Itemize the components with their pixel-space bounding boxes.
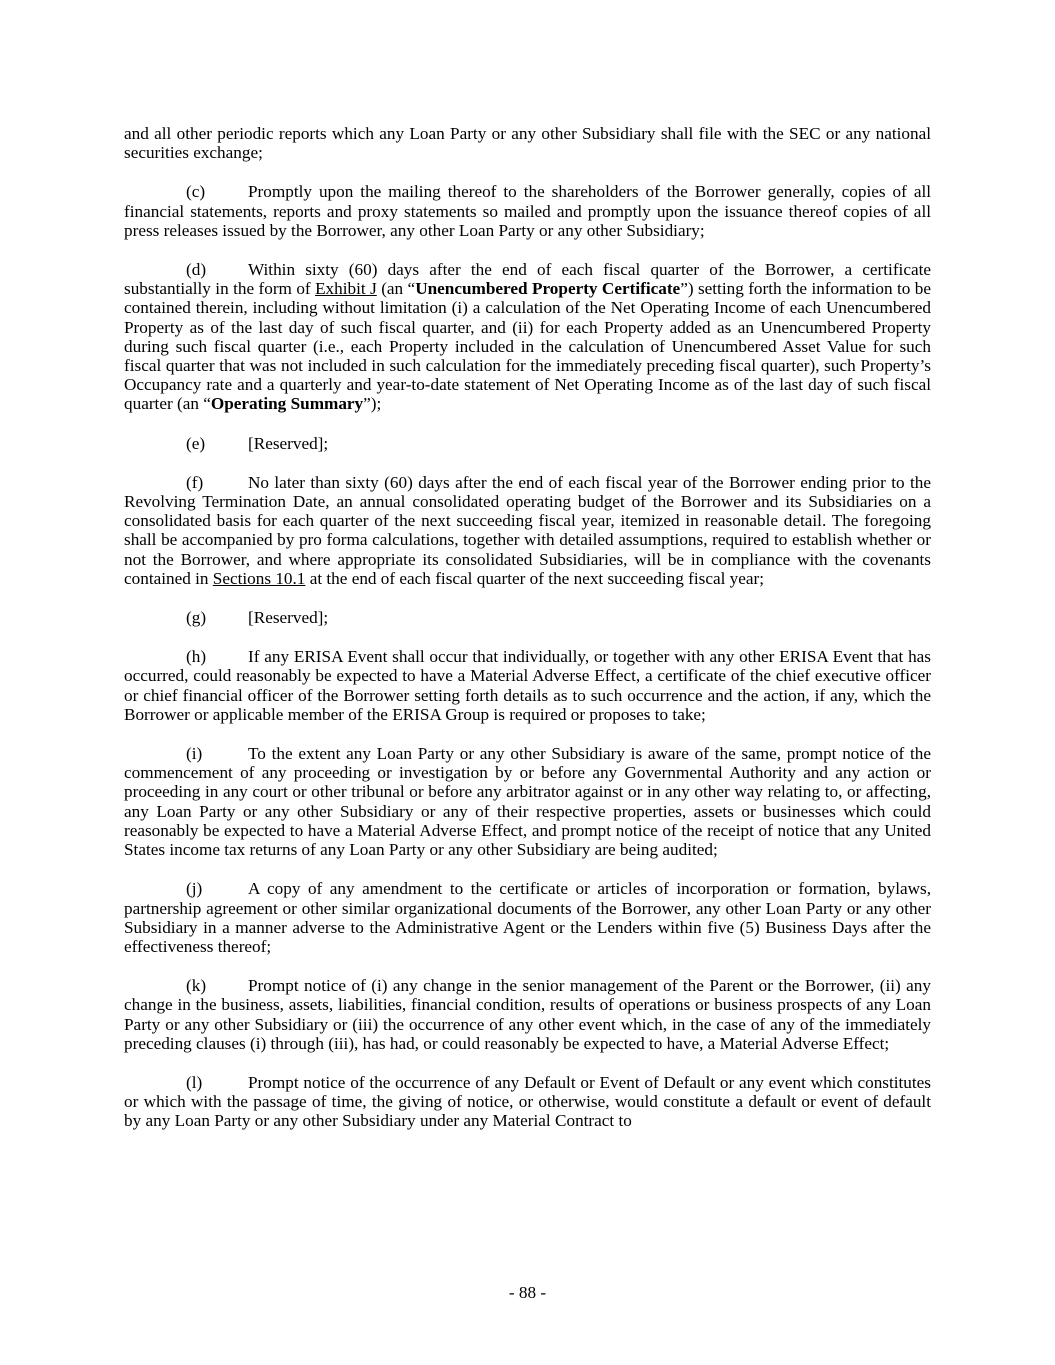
clause-d bbox=[124, 260, 931, 414]
clause-j bbox=[124, 879, 931, 956]
clause-i-text: To the extent any Loan Party or any other Subsidiary is aware of the same, prompt notice of the commencement of any proceeding or investigation by or before any Governmental Authority and any action or proceeding in any court or other tribunal or before any arbitrator against or in any other way relating to, or affecting, any Loan Party or any other Subsidiary or any of their respective properties, assets or businesses which could reasonably be expected to have a Material Adverse Effect, and prompt notice of the receipt of notice that any United States income tax returns of any Loan Party or any other Subsidiary are being audited; bbox=[124, 744, 931, 860]
clause-g bbox=[124, 608, 931, 627]
clause-j-label: (j) bbox=[186, 879, 203, 899]
clause-k-label: (k) bbox=[186, 976, 207, 996]
clause-f bbox=[124, 473, 931, 588]
clause-k bbox=[124, 976, 931, 1053]
clause-c bbox=[124, 182, 931, 240]
clause-f-text-1: No later than sixty (60) days after the end of each fiscal year of the Borrower ending prior to the Revolving Termination Date, an annual consolidated operating budget of the Borrower and its Subsidiaries on a consolidated basis for each quarter of the next succeeding fiscal year, itemized in reasonable detail. The foregoing shall be accompanied by pro forma calculations, together with detailed assumptions, required to establish whether or not the Borrower, and where appropriate its consolidated Subsidiaries, will be in compliance with the covenants contained in bbox=[124, 472, 931, 588]
clause-f-text-2: at the end of each fiscal quarter of the next succeeding fiscal year; bbox=[305, 568, 764, 588]
clause-d-text-2: (an “ bbox=[376, 279, 416, 299]
clause-c-label: (c) bbox=[186, 182, 206, 202]
clause-k-text: Prompt notice of (i) any change in the senior management of the Parent or the Borrower, (ii) any change in the business, assets, liabilities, financial condition, results of operations or business prospects of any Loan Party or any other Subsidiary or (iii) the occurrence of any other event which, in the case of any of the immediately preceding clauses (i) through (iii), has had, or could reasonably be expected to have, a Material Adverse Effect; bbox=[124, 976, 931, 1053]
clause-d-text-4: ”); bbox=[363, 394, 382, 414]
clause-e bbox=[124, 434, 931, 453]
clause-h bbox=[124, 647, 931, 724]
clause-l-label: (l) bbox=[186, 1072, 203, 1092]
clause-l bbox=[124, 1073, 931, 1131]
clause-i bbox=[124, 744, 931, 859]
clause-i-label: (i) bbox=[186, 744, 203, 764]
clause-h-label: (h) bbox=[186, 647, 207, 667]
sections-10-1-link[interactable]: Sections 10.1 bbox=[212, 568, 306, 588]
clause-d-label: (d) bbox=[186, 260, 207, 280]
clause-f-label: (f) bbox=[186, 472, 204, 492]
unencumbered-property-certificate-term: Unencumbered Property Certificate bbox=[415, 279, 681, 299]
clause-j-text: A copy of any amendment to the certificate or articles of incorporation or formation, bylaws, partnership agreement or other similar organizational documents of the Borrower, any other Loan Party or any other Subsidiary in a manner adverse to the Administrative Agent or the Lenders within five (5) Business Days after the effectiveness thereof; bbox=[124, 879, 931, 956]
clause-d-text-1: Within sixty (60) days after the end of each fiscal quarter of the Borrower, a certificate substantially in the form of bbox=[124, 260, 931, 299]
clause-d-text-3: ”) setting forth the information to be contained therein, including without limitation (i) a calculation of the Net Operating Income of each Unencumbered Property as of the last day of such fiscal quarter, and (ii) for each Property added as an Unencumbered Property during such fiscal quarter (i.e., each Property included in the calculation of Unencumbered Asset Value for such fiscal quarter that was not included in such calculation for the immediately preceding fiscal quarter), such Property’s Occupancy rate and a quarterly and year-to-date statement of Net Operating Income as of the last day of such fiscal quarter (an “ bbox=[124, 279, 932, 414]
clause-l-text: Prompt notice of the occurrence of any Default or Event of Default or any event which constitutes or which with the passage of time, the giving of notice, or otherwise, would constitute a default or event of default by any Loan Party or any other Subsidiary under any Material Contract to bbox=[124, 1072, 931, 1131]
document-page bbox=[124, 124, 931, 1151]
clause-g-text: [Reserved]; bbox=[248, 608, 329, 628]
exhibit-j-link[interactable]: Exhibit J bbox=[315, 279, 377, 299]
page-number: - 88 - bbox=[508, 1283, 547, 1302]
clause-e-text: [Reserved]; bbox=[248, 433, 329, 453]
clause-e-label: (e) bbox=[186, 433, 206, 453]
intro-paragraph: and all other periodic reports which any Loan Party or any other Subsidiary shall file with the SEC or any national securities exchange; bbox=[124, 124, 931, 163]
clause-h-text: If any ERISA Event shall occur that individually, or together with any other ERISA Event that has occurred, could reasonably be expected to have a Material Adverse Effect, a certificate of the chief executive officer or chief financial officer of the Borrower setting forth details as to such occurrence and the action, if any, which the Borrower or applicable member of the ERISA Group is required or proposes to take; bbox=[124, 647, 931, 724]
clause-c-text: Promptly upon the mailing thereof to the shareholders of the Borrower generally, copies of all financial statements, reports and proxy statements so mailed and promptly upon the issuance thereof copies of all press releases issued by the Borrower, any other Loan Party or any other Subsidiary; bbox=[124, 182, 931, 240]
operating-summary-term: Operating Summary bbox=[210, 394, 364, 414]
clause-g-label: (g) bbox=[186, 608, 207, 628]
